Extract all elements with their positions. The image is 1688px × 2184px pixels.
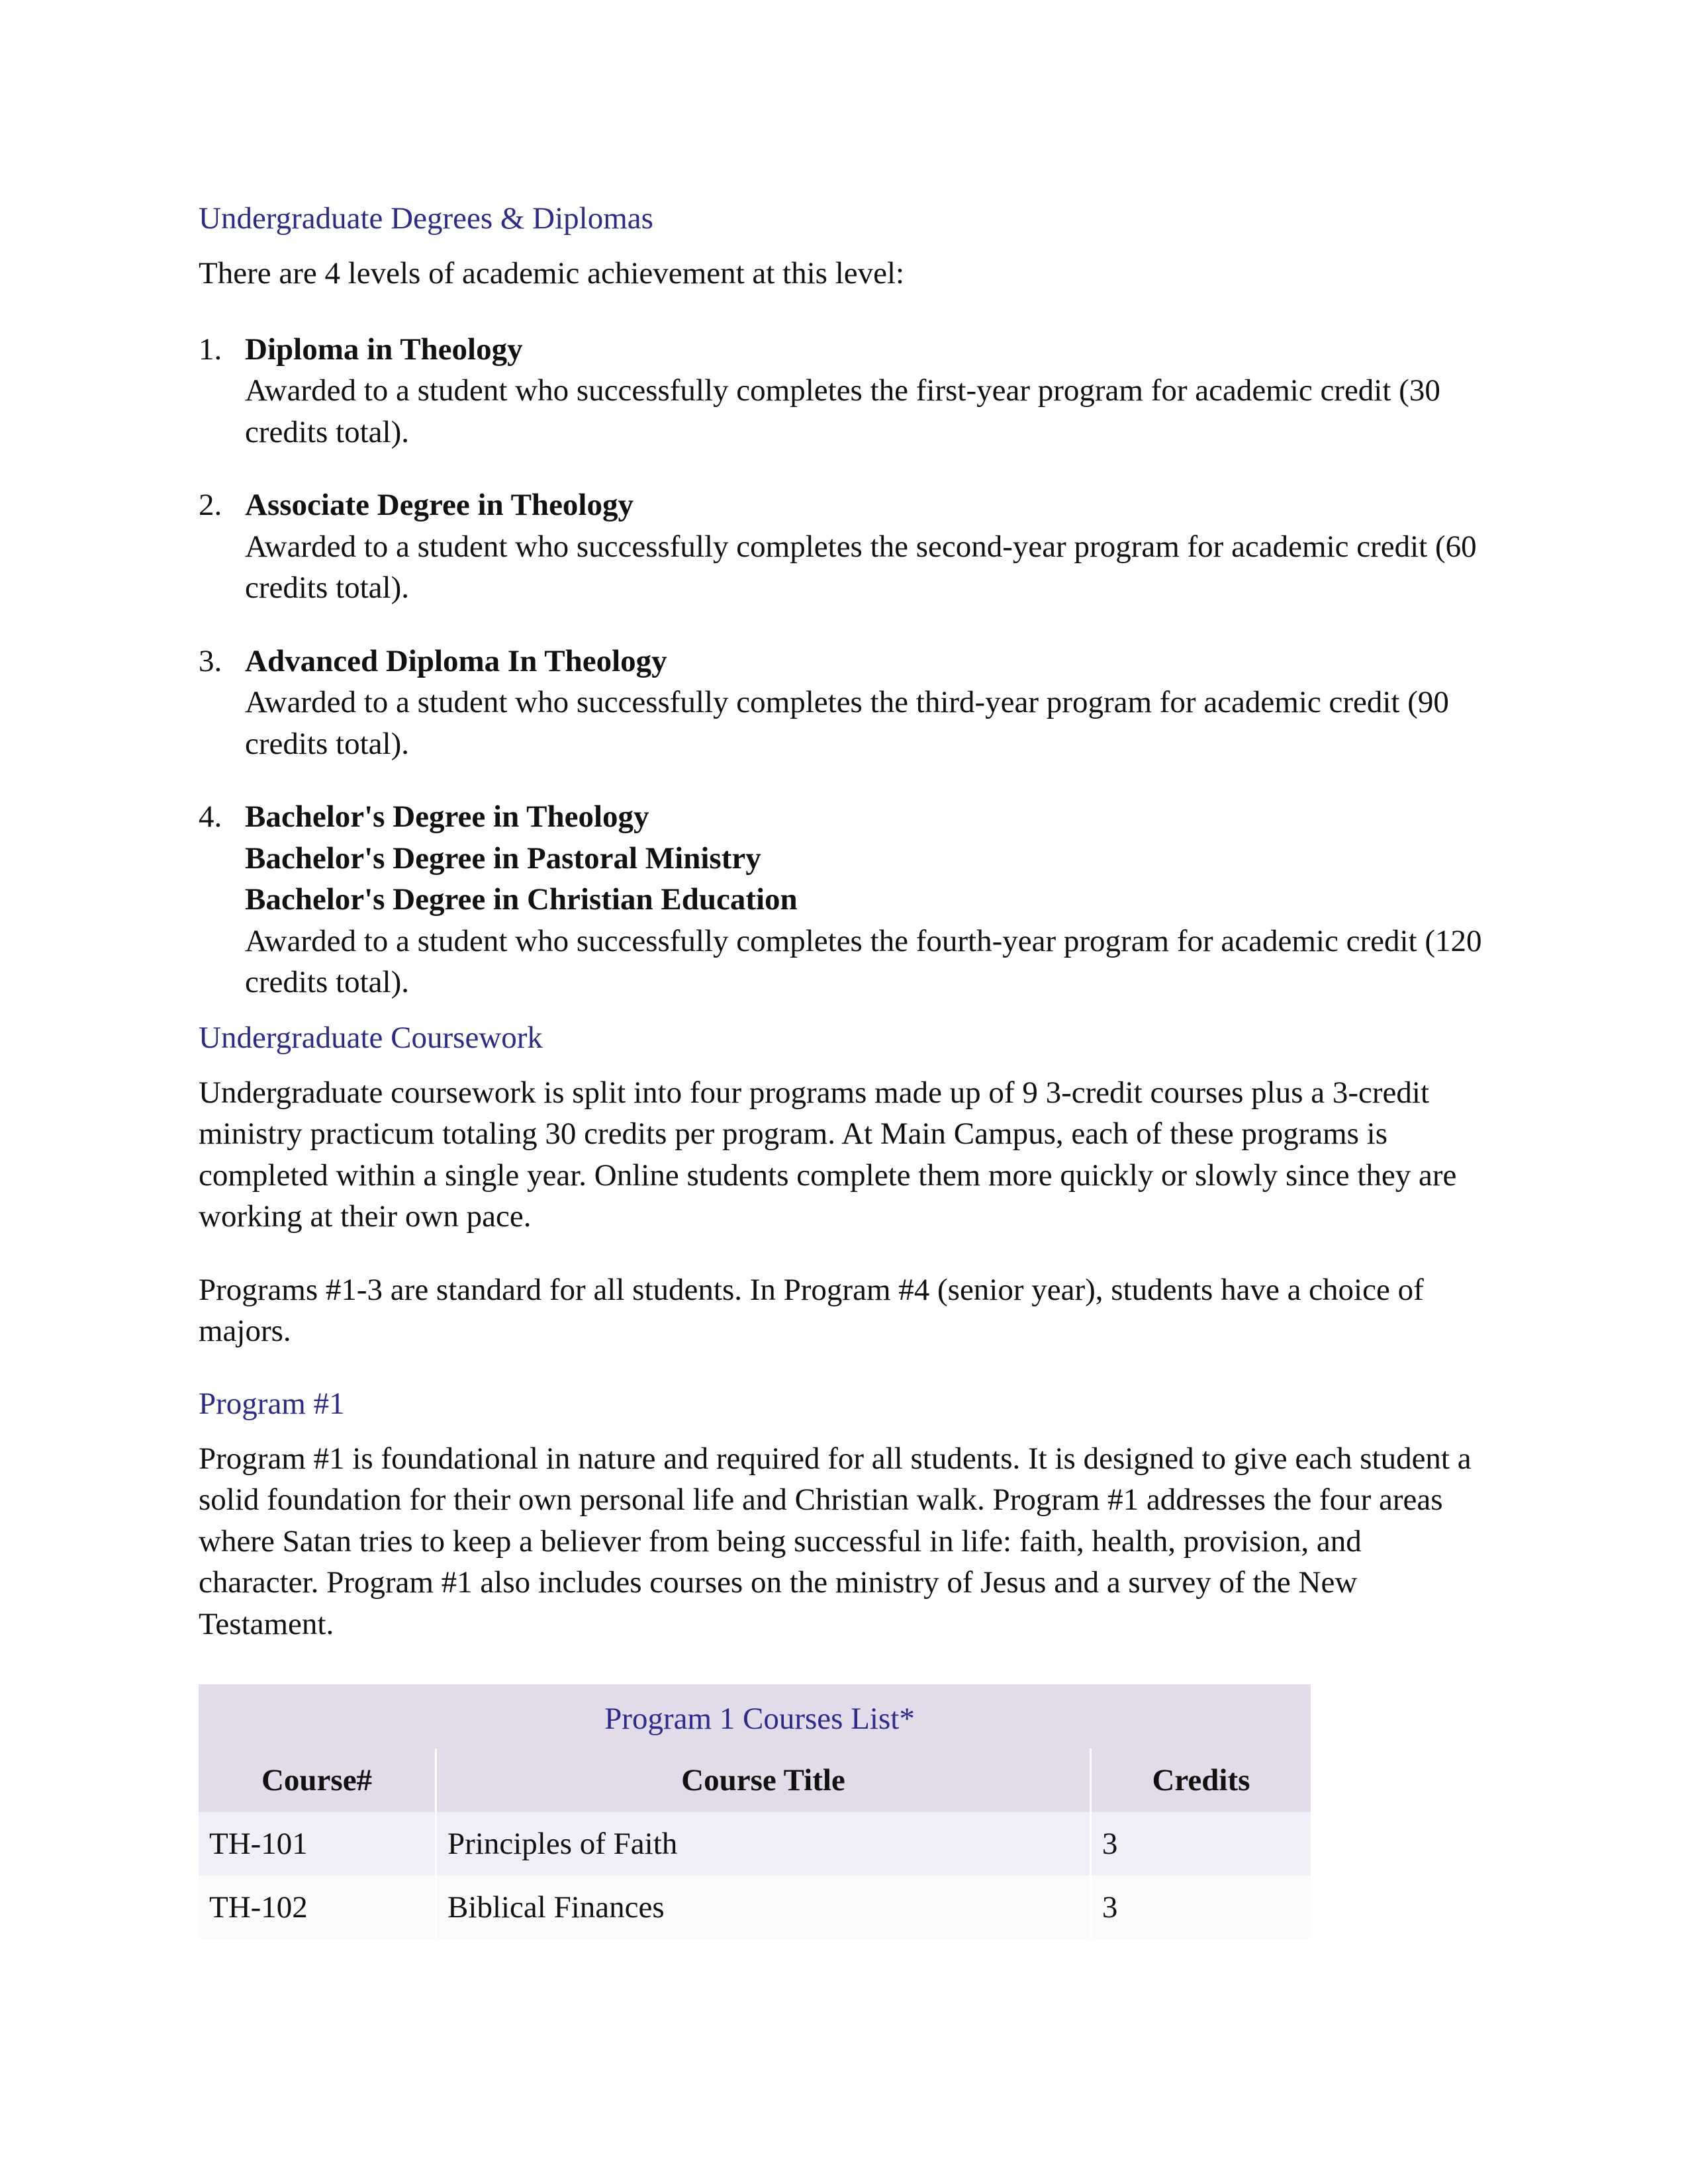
course-title-cell: Principles of Faith <box>437 1812 1092 1876</box>
section-heading-degrees: Undergraduate Degrees & Diplomas <box>199 201 653 236</box>
list-item <box>199 641 1483 765</box>
degree-description: Awarded to a student who successfully completes the third-year program for academic credit (90 credits total). <box>245 685 1449 761</box>
list-item <box>199 796 1483 1003</box>
coursework-paragraph: Undergraduate coursework is split into four programs made up of 9 3-credit courses plus a 3-credit ministry practicum totaling 30 credits per program. At Main Campus, each of these programs is completed within a single year. Online students complete them more quickly or slowly since they are working at their own pace. <box>199 1075 1457 1234</box>
courses-table <box>199 1684 1311 1939</box>
degree-title: Advanced Diploma In Theology <box>245 643 667 678</box>
section-heading-program-1: Program #1 <box>199 1386 345 1421</box>
degree-description: Awarded to a student who successfully completes the fourth-year program for academic credit (120 credits total). <box>245 923 1482 999</box>
table-row <box>199 1812 1311 1876</box>
degree-title: Bachelor's Degree in Pastoral Ministry <box>245 841 761 876</box>
programs-paragraph: Programs #1-3 are standard for all students. In Program #4 (senior year), students have a choice of majors. <box>199 1272 1424 1348</box>
degree-description: Awarded to a student who successfully completes the second-year program for academic credit (60 credits total). <box>245 529 1477 605</box>
column-header: Credits <box>1092 1749 1311 1812</box>
table-row <box>199 1876 1311 1939</box>
course-number-cell: TH-101 <box>199 1812 437 1876</box>
degree-levels-list <box>199 329 1483 1003</box>
credits-cell: 3 <box>1092 1876 1311 1939</box>
list-number: 2. <box>199 488 222 522</box>
section-heading-coursework: Undergraduate Coursework <box>199 1020 543 1055</box>
program-1-paragraph: Program #1 is foundational in nature and required for all students. It is designed to give each student a solid foundation for their own personal life and Christian walk. Program #1 addresses the four areas where Satan tries to keep a believer from being successful in life: faith, health, provision, and character. Program #1 also includes courses on the ministry of Jesus and a survey of the New Testament. <box>199 1441 1472 1641</box>
list-number: 4. <box>199 799 222 834</box>
intro-text: There are 4 levels of academic achievement at this level: <box>199 256 905 291</box>
degree-title: Diploma in Theology <box>245 332 523 367</box>
degree-title: Bachelor's Degree in Theology <box>245 799 649 834</box>
column-header: Course Title <box>437 1749 1092 1812</box>
column-header: Course# <box>199 1749 437 1812</box>
list-number: 1. <box>199 332 222 367</box>
degree-description: Awarded to a student who successfully completes the first-year program for academic credit (30 credits total). <box>245 373 1440 449</box>
credits-cell: 3 <box>1092 1812 1311 1876</box>
document-page <box>199 199 1483 1939</box>
list-item <box>199 484 1483 609</box>
list-item <box>199 329 1483 453</box>
course-number-cell: TH-102 <box>199 1876 437 1939</box>
course-title-cell: Biblical Finances <box>437 1876 1092 1939</box>
degree-title: Associate Degree in Theology <box>245 488 633 522</box>
list-number: 3. <box>199 643 222 678</box>
table-caption: Program 1 Courses List* <box>199 1684 1311 1749</box>
degree-title: Bachelor's Degree in Christian Education <box>245 882 798 917</box>
